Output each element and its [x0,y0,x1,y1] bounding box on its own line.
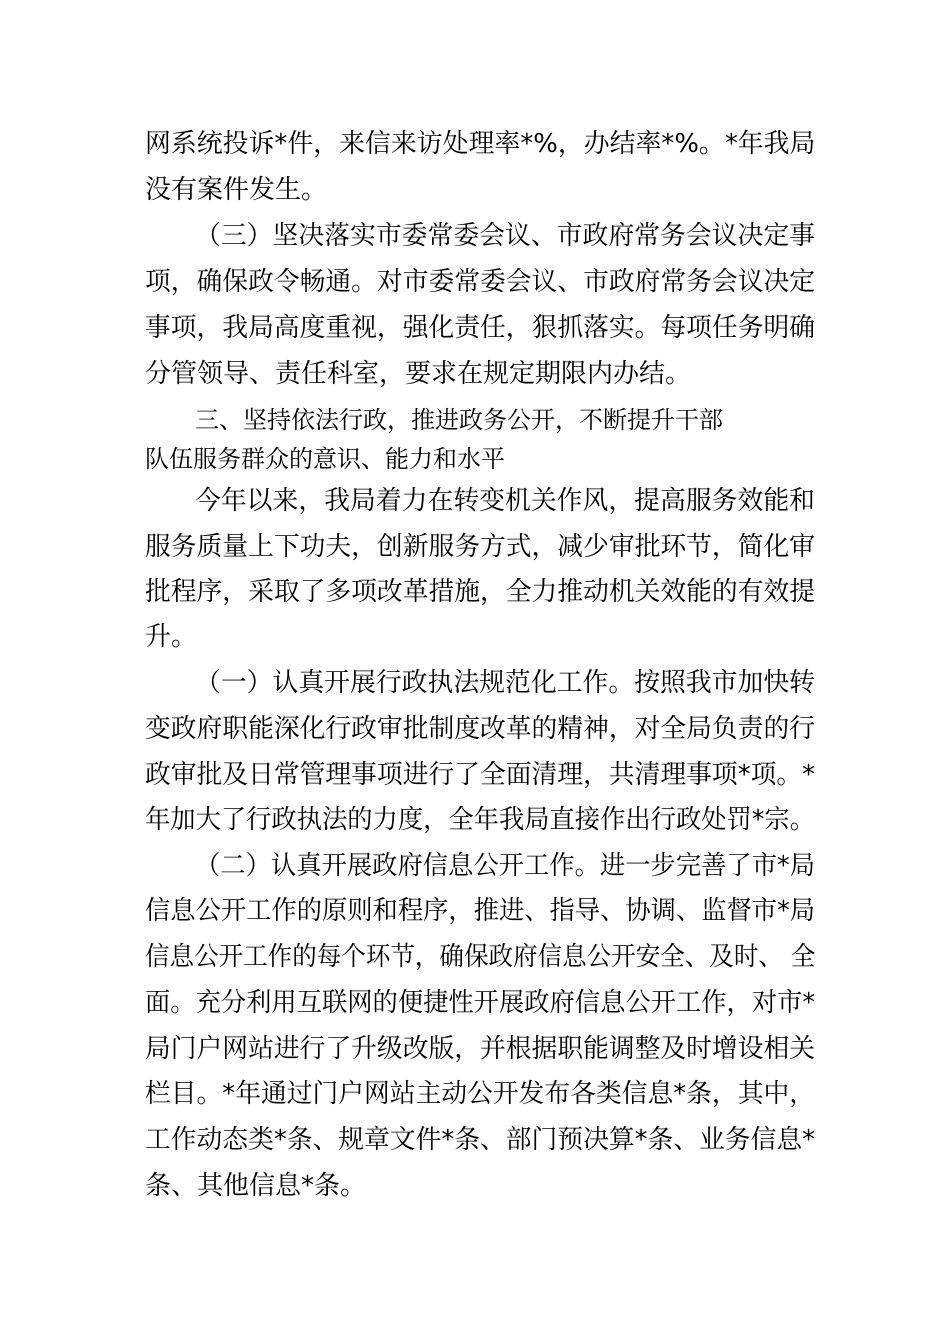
text-line: 分管领导、责任科室，要求在规定期限内办结。 [145,359,692,389]
text-line: 网系统投诉*件，来信来访处理率*%，办结率*%。*年我局 [145,129,816,159]
paragraph-start-line: （三）坚决落实市委常委会议、市政府常务会议决定事 [195,221,816,251]
text-line: 年加大了行政执法的力度，全年我局直接作出行政处罚*宗。 [145,805,816,835]
text-line: 批程序，采取了多项改革措施，全力推动机关效能的有效提 [145,577,816,607]
text-line: 信息公开工作的原则和程序，推进、指导、协调、监督市*局 [145,896,816,926]
text-line: 没有案件发生。 [145,175,328,205]
text-line: 政审批及日常管理事项进行了全面清理，共清理事项*项。* [145,760,816,790]
paragraph-start-line: 今年以来，我局着力在转变机关作风，提高服务效能和 [195,486,816,516]
text-line: 工作动态类*条、规章文件*条、部门预决算*条、业务信息* [145,1125,816,1155]
text-line: 栏目。*年通过门户网站主动公开发布各类信息*条，其中， [145,1079,816,1109]
paragraph-start-line: （一）认真开展行政执法规范化工作。按照我市加快转 [195,668,816,698]
text-line: 面。充分利用互联网的便捷性开展政府信息公开工作，对市* [145,988,816,1018]
text-line: 升。 [145,622,198,652]
section-heading-line: 三、坚持依法行政，推进政务公开，不断提升干部 [195,406,723,434]
text-line: 服务质量上下功夫，创新服务方式，减少审批环节，简化审 [145,532,816,562]
paragraph-start-line: （二）认真开展政府信息公开工作。进一步完善了市*局 [195,851,816,881]
text-line: 局门户网站进行了升级改版，并根据职能调整及时增设相关 [145,1034,816,1064]
text-line: 条、其他信息*条。 [145,1171,367,1201]
section-heading-line: 队伍服务群众的意识、能力和水平 [145,445,505,473]
text-line: 项，确保政令畅通。对市委常委会议、市政府常务会议决定 [145,267,816,297]
text-line: 变政府职能深化行政审批制度改革的精神，对全局负责的行 [145,714,816,744]
text-line: 信息公开工作的每个环节，确保政府信息公开安全、及时、 全 [145,942,816,972]
text-line: 事项，我局高度重视，强化责任，狠抓落实。每项任务明确 [145,313,816,343]
